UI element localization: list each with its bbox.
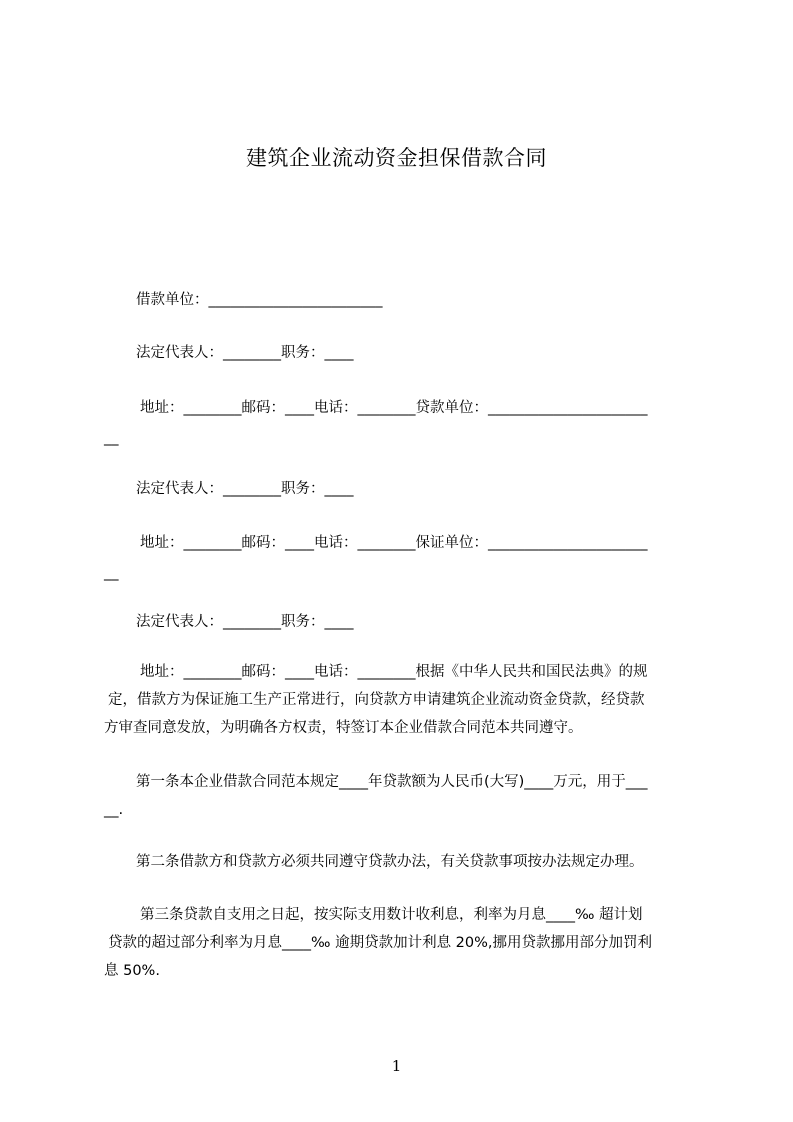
article-1-line-cont: __. bbox=[104, 802, 124, 818]
representative-line: 法定代表人：________职务：____ bbox=[136, 614, 354, 630]
article-1-line: 第一条本企业借款合同范本规定____年贷款额为人民币(大写)____万元，用于___ bbox=[136, 774, 648, 790]
borrower-line: 借款单位：________________________ bbox=[136, 292, 383, 308]
address-lender-line-cont: __ bbox=[104, 430, 119, 446]
representative-line: 法定代表人：________职务：____ bbox=[136, 481, 354, 497]
article-3-line-cont: 息 50%. bbox=[104, 963, 160, 979]
article-2-line: 第二条借款方和贷款方必须共同遵守贷款办法，有关贷款事项按办法规定办理。 bbox=[136, 854, 644, 870]
article-3-line: 第三条贷款自支用之日起，按实际支用数计收利息，利率为月息____‰ 超计划 bbox=[140, 907, 643, 923]
address-lender-line: 地址：________邮码：____电话：________贷款单位：______________________ bbox=[140, 400, 648, 416]
representative-line: 法定代表人：________职务：____ bbox=[136, 345, 354, 361]
address-guarantor-line: 地址：________邮码：____电话：________保证单位：______________________ bbox=[140, 535, 648, 551]
preamble-paragraph-line: 定，借款方为保证施工生产正常进行，向贷款方申请建筑企业流动资金贷款，经贷款 bbox=[108, 692, 645, 708]
page-number: 1 bbox=[391, 1057, 402, 1075]
preamble-paragraph-line: 方审查同意发放，为明确各方权责，特签订本企业借款合同范本共同遵守。 bbox=[104, 720, 583, 736]
article-3-line-cont: 贷款的超过部分利率为月息____‰ 逾期贷款加计利息 20%,挪用贷款挪用部分加罚利 bbox=[108, 935, 653, 951]
address-guarantor-line-cont: __ bbox=[104, 565, 119, 581]
preamble-paragraph-line: 地址：________邮码：____电话：________根据《中华人民共和国民法典》的规 bbox=[140, 664, 648, 680]
document-title: 建筑企业流动资金担保借款合同 bbox=[246, 146, 547, 170]
